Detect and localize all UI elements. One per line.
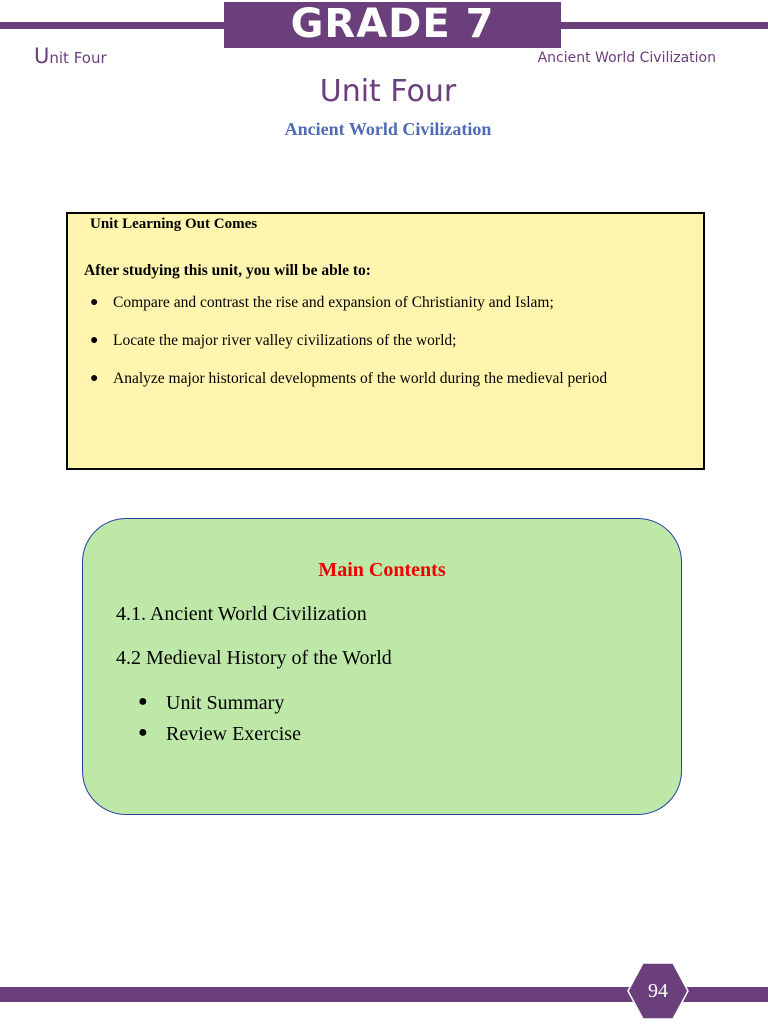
page-subtitle: Ancient World Civilization — [284, 119, 492, 139]
contents-bullet-text: Review Exercise — [166, 723, 301, 745]
page-number-badge — [627, 962, 689, 1020]
bullet-icon: ● — [90, 295, 99, 310]
header-topic-label: Ancient World Civilization — [537, 50, 716, 66]
contents-section-item: 4.1. Ancient World Civilization — [116, 603, 367, 625]
outcome-text: Compare and contrast the rise and expansion of Christianity and Islam; — [113, 294, 554, 311]
header-unit-label — [34, 44, 107, 68]
bullet-icon: ● — [90, 333, 99, 348]
outcome-text: Analyze major historical developments of the world during the medieval period — [113, 370, 608, 387]
main-contents-title: Main Contents — [318, 559, 446, 581]
outcome-item — [68, 292, 698, 330]
outcome-text: Locate the major river valley civilizations of the world; — [113, 332, 457, 349]
page-title: Unit Four — [319, 74, 457, 109]
outcomes-list — [68, 292, 698, 406]
header-unit-rest: nit Four — [49, 49, 107, 67]
grade-banner: GRADE 7 — [224, 2, 561, 48]
bullet-icon: ● — [90, 371, 99, 386]
contents-bullet-text: Unit Summary — [166, 692, 285, 714]
outcome-item — [68, 330, 698, 368]
learning-outcomes-box — [66, 212, 705, 470]
header-unit-initial: U — [34, 44, 50, 68]
bullet-icon: ● — [138, 693, 148, 710]
outcomes-intro: After studying this unit, you will be able to: — [84, 262, 371, 279]
bullet-icon: ● — [138, 724, 148, 741]
outcome-item — [68, 368, 698, 406]
contents-section-item: 4.2 Medieval History of the World — [116, 647, 392, 669]
page-number: 94 — [648, 980, 668, 1002]
main-contents-box — [82, 518, 682, 815]
outcomes-heading: Unit Learning Out Comes — [90, 216, 258, 232]
